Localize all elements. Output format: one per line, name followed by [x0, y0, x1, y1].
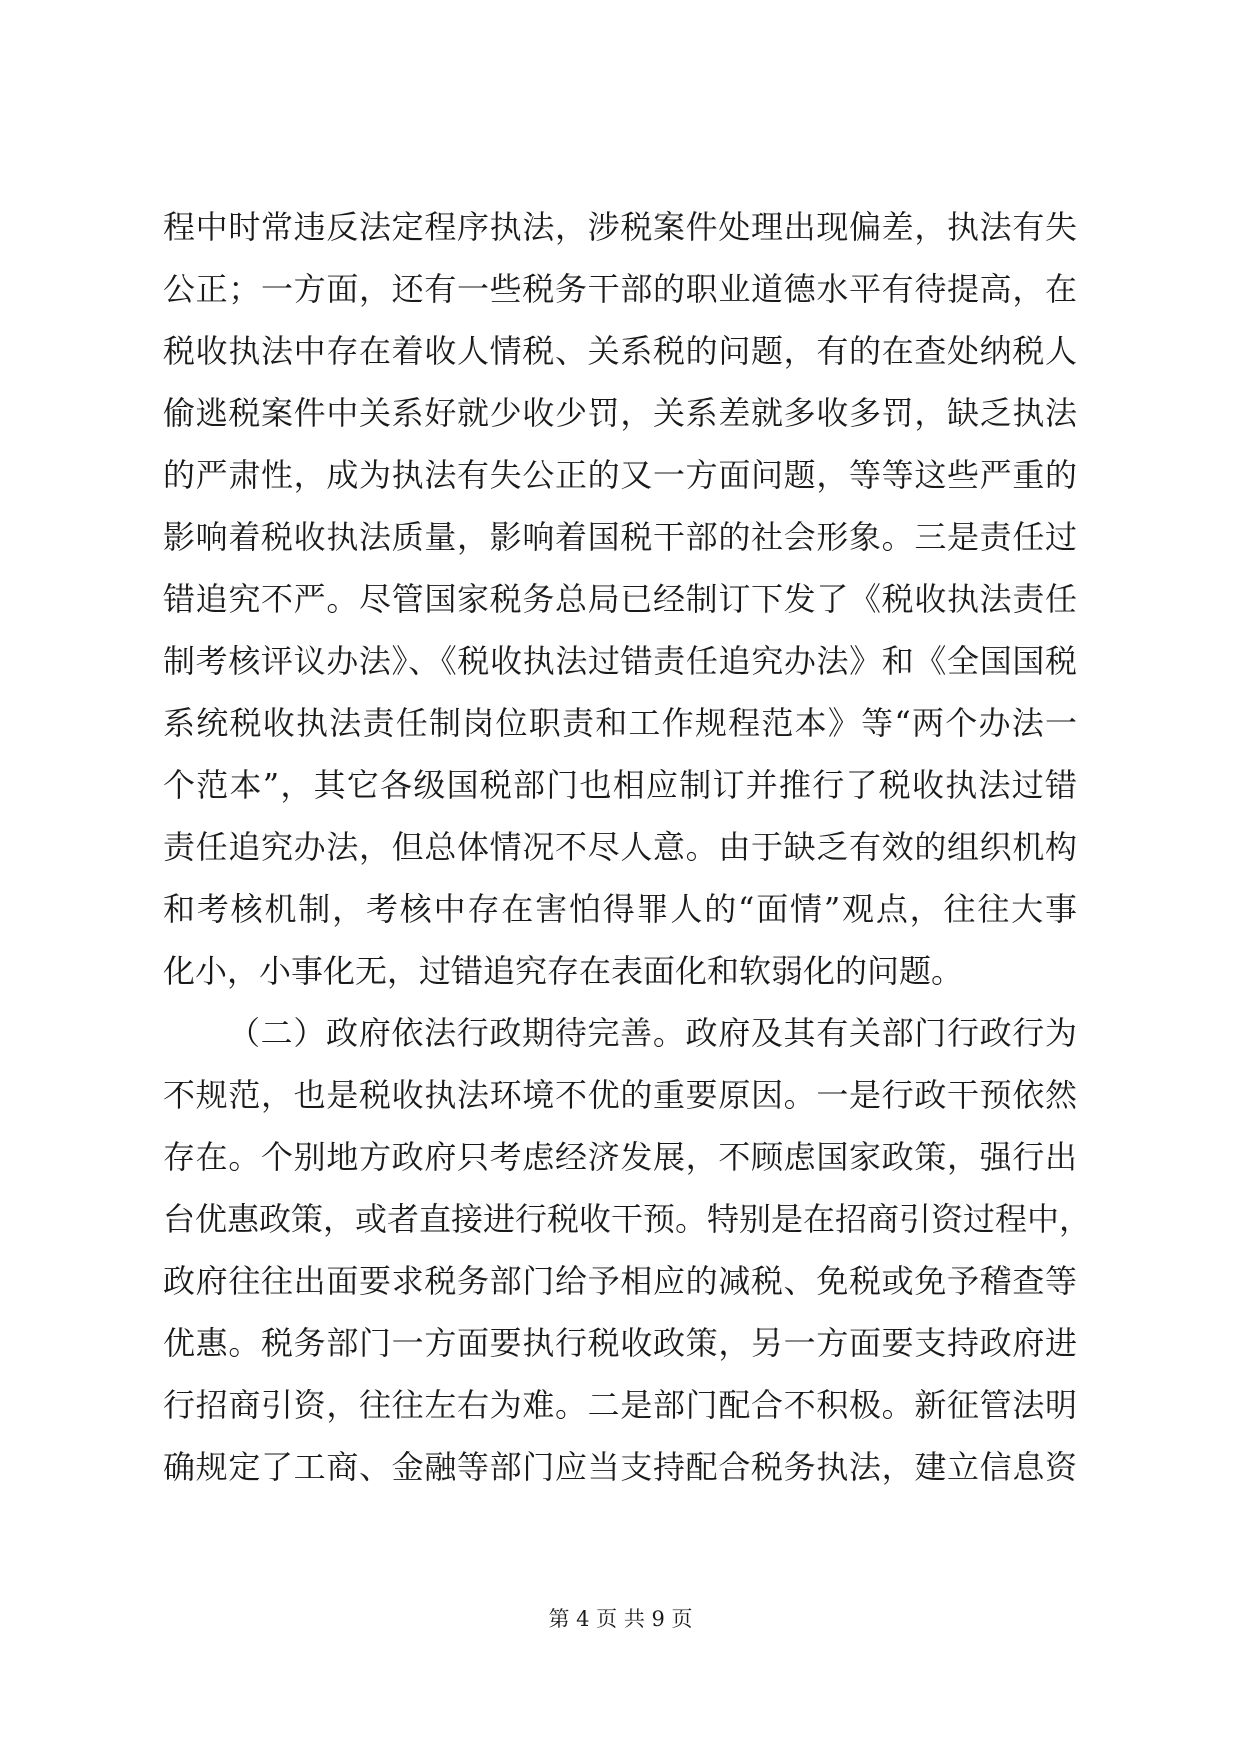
paragraph-line: 错追究不严。尽管国家税务总局已经制订下发了《税收执法责任 [163, 580, 1077, 618]
page-number-footer: 第 4 页 共 9 页 [548, 1607, 693, 1631]
paragraph-line: 程中时常违反法定程序执法，涉税案件处理出现偏差，执法有失 [163, 208, 1077, 246]
paragraph-line: 责任追究办法，但总体情况不尽人意。由于缺乏有效的组织机构 [163, 828, 1077, 866]
paragraph-line: 优惠。税务部门一方面要执行税收政策，另一方面要支持政府进 [163, 1324, 1077, 1362]
paragraph-line: 不规范，也是税收执法环境不优的重要原因。一是行政干预依然 [163, 1076, 1077, 1114]
paragraph-line: 制考核评议办法》、《税收执法过错责任追究办法》和《全国国税 [163, 642, 1077, 680]
paragraph-line: 政府往往出面要求税务部门给予相应的减税、免税或免予稽查等 [163, 1262, 1077, 1300]
paragraph-line: 行招商引资，往往左右为难。二是部门配合不积极。新征管法明 [163, 1386, 1077, 1424]
section-heading-line: （二）政府依法行政期待完善。政府及其有关部门行政行为 [228, 1014, 1077, 1052]
paragraph-line: 系统税收执法责任制岗位职责和工作规程范本》等“两个办法一 [163, 704, 1077, 742]
paragraph-line: 税收执法中存在着收人情税、关系税的问题，有的在查处纳税人 [163, 332, 1077, 370]
paragraph-line: 个范本”，其它各级国税部门也相应制订并推行了税收执法过错 [163, 766, 1077, 804]
paragraph-line: 台优惠政策，或者直接进行税收干预。特别是在招商引资过程中， [163, 1200, 1092, 1238]
paragraph-line: 的严肃性，成为执法有失公正的又一方面问题，等等这些严重的 [163, 456, 1077, 494]
paragraph-line: 偷逃税案件中关系好就少收少罚，关系差就多收多罚，缺乏执法 [163, 394, 1077, 432]
paragraph-line: 确规定了工商、金融等部门应当支持配合税务执法，建立信息资 [163, 1448, 1077, 1486]
paragraph-line: 公正；一方面，还有一些税务干部的职业道德水平有待提高，在 [163, 270, 1077, 308]
paragraph-line: 化小，小事化无，过错追究存在表面化和软弱化的问题。 [163, 952, 964, 990]
paragraph-line: 存在。个别地方政府只考虑经济发展，不顾虑国家政策，强行出 [163, 1138, 1077, 1176]
paragraph-line: 影响着税收执法质量，影响着国税干部的社会形象。三是责任过 [163, 518, 1077, 556]
paragraph-line: 和考核机制，考核中存在害怕得罪人的“面情”观点，往往大事 [163, 890, 1077, 928]
